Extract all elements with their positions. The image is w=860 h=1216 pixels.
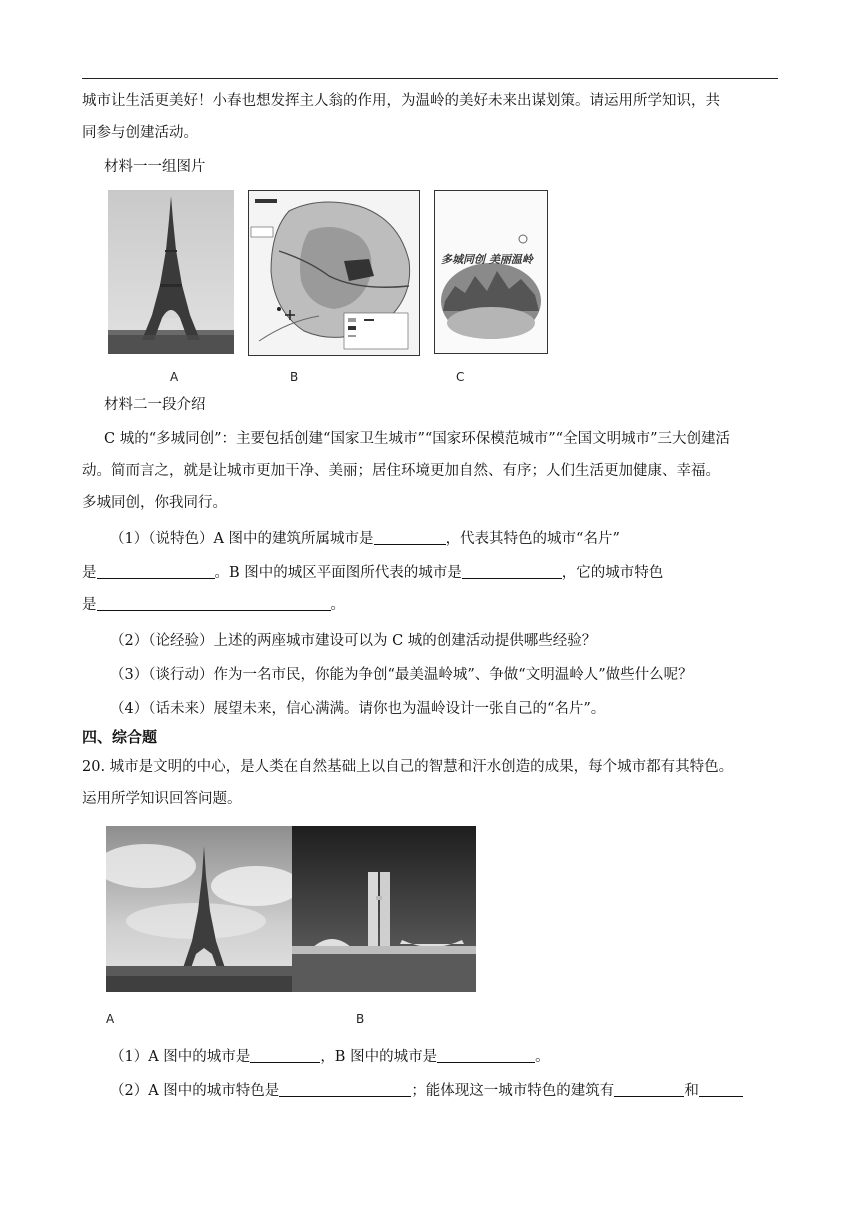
answer-blank[interactable] xyxy=(250,1048,320,1063)
figure-a-eiffel-photo xyxy=(108,190,234,354)
answer-blank[interactable] xyxy=(437,1048,535,1063)
answer-blank[interactable] xyxy=(279,1082,411,1097)
q20-caption-b: B xyxy=(356,1012,365,1026)
caption-b: B xyxy=(290,370,299,384)
material1-title: 材料一一组图片 xyxy=(104,159,206,175)
q19-part3: （3）（谈行动）作为一名市民，你能为争创“最美温岭城”、争做“文明温岭人”做些什么呢？ xyxy=(110,667,693,683)
q20-part1 xyxy=(110,1048,550,1066)
caption-c: C xyxy=(456,370,465,384)
q20-figure-b-brasilia-photo xyxy=(292,826,476,992)
q20-p1-text-b: ，B 图中的城市是 xyxy=(320,1049,438,1065)
caption-a: A xyxy=(170,370,179,384)
q20-stem-1: 20. 城市是文明的中心，是人类在自然基础上以自己的智慧和汗水创造的成果，每个城市都有其特色。 xyxy=(82,759,734,775)
material2-line-3: 多城同创，你我同行。 xyxy=(82,495,227,511)
q19-p1-text-b: ，代表其特色的城市“名片” xyxy=(445,531,620,547)
answer-blank[interactable] xyxy=(97,596,331,611)
figure-b-city-map xyxy=(248,190,420,356)
q19-p1-text-e: ，它的城市特色 xyxy=(561,565,664,581)
q19-part1-line3 xyxy=(82,596,345,614)
q20-caption-a: A xyxy=(106,1012,115,1026)
material2-line-1: C 城的“多城同创”：主要包括创建“国家卫生城市”“国家环保模范城市”“全国文明城市”三大创建活 xyxy=(104,431,731,447)
answer-blank[interactable] xyxy=(374,530,446,545)
intro-line-2: 同参与创建活动。 xyxy=(82,125,198,141)
q20-figure-a-eiffel-photo xyxy=(106,826,292,992)
q19-p1-text-c: 是 xyxy=(82,565,97,581)
q19-p1-text-d: 。B 图中的城区平面图所代表的城市是 xyxy=(214,565,462,581)
poster-slogan: 多城同创 美丽温岭 xyxy=(441,253,533,266)
material2-line-2: 动。简而言之，就是让城市更加干净、美丽；居住环境更加自然、有序；人们生活更加健康、幸福。 xyxy=(82,463,720,479)
q19-part1-line1 xyxy=(110,530,620,548)
q20-p1-text-c: 。 xyxy=(535,1049,550,1065)
q20-p1-text-a: （1）A 图中的城市是 xyxy=(110,1049,251,1065)
q19-p1-text-a: （1）（说特色）A 图中的建筑所属城市是 xyxy=(110,531,374,547)
q20-p2-text-a: （2）A 图中的城市特色是 xyxy=(110,1083,280,1099)
q20-part2 xyxy=(110,1082,743,1100)
answer-blank[interactable] xyxy=(462,564,562,579)
answer-blank[interactable] xyxy=(614,1082,684,1097)
figure-c-poster xyxy=(434,190,548,354)
q20-p2-text-b: ；能体现这一城市特色的建筑有 xyxy=(411,1083,615,1099)
intro-line-1: 城市让生活更美好！小春也想发挥主人翁的作用，为温岭的美好未来出谋划策。请运用所学知识，共 xyxy=(82,93,720,109)
q19-p1-text-f: 是 xyxy=(82,597,97,613)
material2-title: 材料二一段介绍 xyxy=(104,397,206,413)
answer-blank[interactable] xyxy=(97,564,215,579)
q20-p2-text-c: 和 xyxy=(684,1083,699,1099)
q19-part1-line2 xyxy=(82,564,663,582)
section-title: 四、综合题 xyxy=(82,728,158,746)
q19-part4: （4）（话未来）展望未来，信心满满。请你也为温岭设计一张自己的“名片”。 xyxy=(110,701,606,717)
q20-stem-2: 运用所学知识回答问题。 xyxy=(82,791,242,807)
header-rule xyxy=(82,78,778,79)
q19-part2: （2）（论经验）上述的两座城市建设可以为 C 城的创建活动提供哪些经验？ xyxy=(110,633,597,649)
answer-blank[interactable] xyxy=(699,1082,743,1097)
q19-p1-text-g: 。 xyxy=(330,597,345,613)
